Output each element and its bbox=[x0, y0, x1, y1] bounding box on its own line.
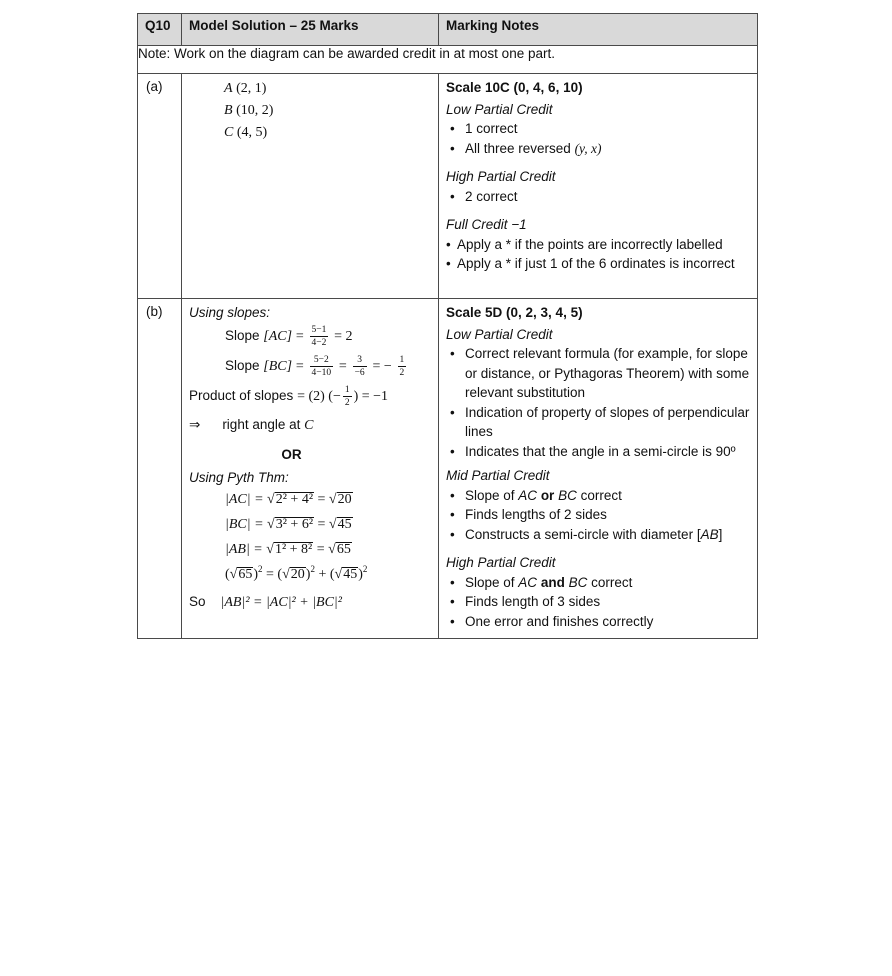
list-item: • Slope of AC or BC correct bbox=[446, 486, 751, 506]
point-a: A (2, 1) bbox=[224, 81, 267, 96]
slope-ac-fraction: $\frac{5-1}{4-2}$ bbox=[311, 325, 327, 348]
using-slopes-heading: Using slopes: bbox=[189, 305, 271, 320]
part-a-full-list bbox=[446, 235, 751, 274]
list-item: • Apply a * if just 1 of the 6 ordinates is incorrect bbox=[446, 254, 751, 274]
part-a-marking-notes bbox=[439, 74, 758, 299]
part-a-scale: Scale 10C (0, 4, 6, 10) bbox=[446, 80, 583, 95]
list-item: • All three reversed (y, x) bbox=[446, 139, 751, 159]
list-item: • Indicates that the angle in a semi-circle is 90º bbox=[446, 442, 751, 462]
part-a-high-list bbox=[446, 187, 751, 207]
slope-ac-line: Slope [AC] = $\frac{5-1}{4-2}$ = 2 bbox=[225, 325, 353, 348]
list-item: • Finds length of 3 sides bbox=[446, 592, 751, 612]
product-of-slopes-line: Product of slopes = (2) (− $\frac{1}{2}$ ) = −1 bbox=[189, 385, 389, 408]
part-b-low-list bbox=[446, 344, 751, 461]
list-item: • 2 correct bbox=[446, 187, 751, 207]
slope-bc-fraction-2: $\frac{3}{-6}$ bbox=[354, 355, 365, 378]
ab-length-line: |AB| = √1² + 8² = √65 bbox=[225, 542, 351, 557]
table-header-row bbox=[138, 14, 758, 46]
so-line: So |AB|² = |AC|² + |BC|² bbox=[189, 594, 342, 610]
list-item: • Indication of property of slopes of perpendicular lines bbox=[446, 403, 751, 442]
part-b-label: (b) bbox=[138, 299, 182, 639]
part-b-marking-notes bbox=[439, 299, 758, 639]
part-a-low-list bbox=[446, 119, 751, 158]
question-number-header: Q10 bbox=[138, 14, 182, 46]
part-b-low-title: Low Partial Credit bbox=[446, 326, 553, 342]
part-b-high-list bbox=[446, 573, 751, 632]
part-b-high-title: High Partial Credit bbox=[446, 555, 556, 570]
part-b-mid-title: Mid Partial Credit bbox=[446, 468, 550, 483]
list-item: • Slope of AC and BC correct bbox=[446, 573, 751, 593]
slope-bc-fraction-1: $\frac{5-2}{4-10}$ bbox=[311, 355, 332, 378]
list-item: • 1 correct bbox=[446, 119, 751, 139]
part-b-mid-list bbox=[446, 486, 751, 545]
model-solution-header: Model Solution – 25 Marks bbox=[182, 14, 439, 46]
using-pyth-heading: Using Pyth Thm: bbox=[189, 470, 289, 485]
part-a-low-title: Low Partial Credit bbox=[446, 101, 553, 117]
part-a-full-title: Full Credit −1 bbox=[446, 217, 527, 232]
list-item: • Apply a * if the points are incorrectly labelled bbox=[446, 235, 751, 255]
part-a-label: (a) bbox=[138, 74, 182, 299]
list-item: • Correct relevant formula (for example, for slope or distance, or Pythagoras Theorem) with some relevant substitution bbox=[446, 344, 751, 403]
part-a-high-title: High Partial Credit bbox=[446, 169, 556, 184]
right-angle-line: ⇒ right angle at C bbox=[189, 417, 314, 433]
point-c: C (4, 5) bbox=[224, 125, 268, 140]
ac-length-line: |AC| = √2² + 4² = √20 bbox=[225, 492, 352, 507]
marking-scheme-page bbox=[137, 13, 757, 639]
part-b-solution bbox=[182, 299, 439, 639]
marking-notes-header: Marking Notes bbox=[439, 14, 758, 46]
part-b-row bbox=[138, 299, 758, 639]
list-item: • One error and finishes correctly bbox=[446, 612, 751, 632]
point-b: B (10, 2) bbox=[224, 103, 274, 118]
bc-length-line: |BC| = √3² + 6² = √45 bbox=[225, 517, 352, 532]
slope-bc-line: Slope [BC] = $\frac{5-2}{4-10}$ = $\frac{3}{-6}$ = − $\frac{1}{2}$ bbox=[225, 355, 405, 378]
list-item: • Finds lengths of 2 sides bbox=[446, 505, 751, 525]
marking-scheme-table bbox=[137, 13, 758, 639]
list-item: • Constructs a semi-circle with diameter [AB] bbox=[446, 525, 751, 545]
note-row bbox=[138, 46, 758, 74]
general-note: Note: Work on the diagram can be awarded credit in at most one part. bbox=[138, 46, 758, 74]
part-a-solution bbox=[182, 74, 439, 299]
slope-bc-fraction-3: $\frac{1}{2}$ bbox=[399, 355, 405, 378]
part-b-scale: Scale 5D (0, 2, 3, 4, 5) bbox=[446, 305, 583, 320]
half-fraction: $\frac{1}{2}$ bbox=[344, 385, 350, 408]
or-divider: OR bbox=[281, 447, 302, 462]
part-a-row bbox=[138, 74, 758, 299]
pythagoras-equation-line: $(√65)^2 = (√20)^2 + (√45)^2$ bbox=[225, 564, 368, 582]
